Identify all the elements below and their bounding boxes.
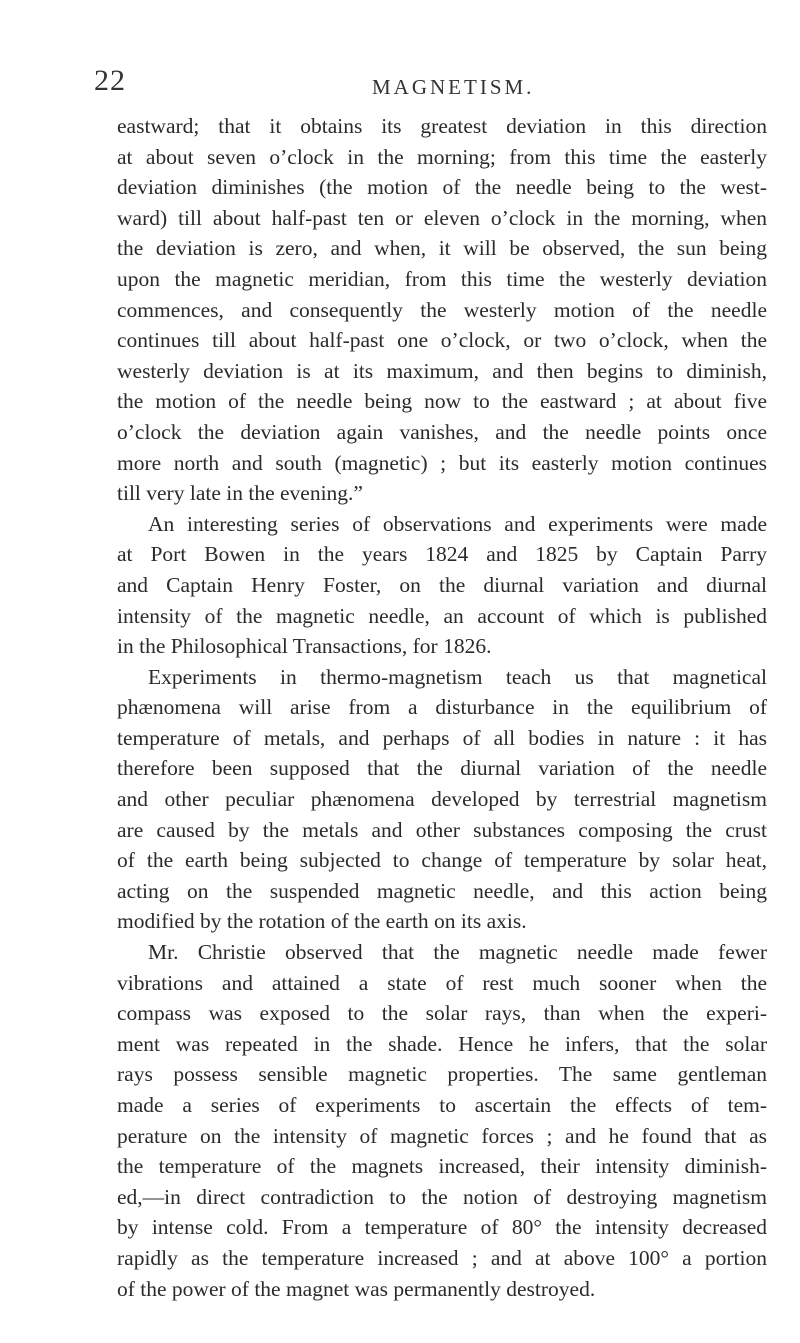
text-line: rays possess sensible magnetic properties. The same gentleman — [117, 1062, 767, 1087]
text-line: at Port Bowen in the years 1824 and 1825 by Captain Parry — [117, 542, 767, 567]
text-line: ment was repeated in the shade. Hence he infers, that the solar — [117, 1031, 767, 1056]
text-line: ed,—in direct contradiction to the notion of destroying magnetism — [117, 1184, 767, 1209]
text-line: till very late in the evening.” — [117, 481, 363, 506]
paragraph — [117, 937, 767, 1304]
text-line: phænomena will arise from a disturbance in the equilibrium of — [117, 695, 767, 720]
text-line: perature on the intensity of magnetic forces ; and he found that as — [117, 1123, 767, 1148]
text-line: modified by the rotation of the earth on its axis. — [117, 909, 527, 934]
text-line: An interesting series of observations and experiments were made — [148, 511, 767, 536]
text-line: by intense cold. From a temperature of 80° the intensity decreased — [117, 1215, 767, 1240]
text-line: the motion of the needle being now to the eastward ; at about five — [117, 389, 767, 414]
page-number: 22 — [94, 64, 126, 97]
running-title: MAGNETISM. — [372, 75, 535, 99]
text-line: deviation diminishes (the motion of the needle being to the west- — [117, 175, 767, 200]
paragraph — [117, 509, 767, 662]
text-line: Experiments in thermo-magnetism teach us that magnetical — [148, 664, 767, 689]
text-line: intensity of the magnetic needle, an account of which is published — [117, 603, 767, 628]
text-line: made a series of experiments to ascertain the effects of tem- — [117, 1093, 767, 1117]
text-line: the temperature of the magnets increased, their intensity diminish- — [117, 1154, 767, 1179]
text-line: continues till about half-past one o’clock, or two o’clock, when the — [117, 328, 767, 353]
text-line: eastward; that it obtains its greatest deviation in this direction — [117, 114, 767, 138]
text-line: more north and south (magnetic) ; but its easterly motion continues — [117, 450, 767, 475]
text-line: compass was exposed to the solar rays, than when the experi- — [117, 1001, 767, 1026]
text-line: rapidly as the temperature increased ; and at above 100° a portion — [117, 1245, 767, 1270]
text-line: and Captain Henry Foster, on the diurnal variation and diurnal — [117, 572, 767, 597]
text-line: of the power of the magnet was permanently destroyed. — [117, 1276, 596, 1301]
text-line: vibrations and attained a state of rest much sooner when the — [117, 970, 767, 995]
text-line: commences, and consequently the westerly motion of the needle — [117, 297, 767, 322]
body-text — [117, 111, 767, 1304]
text-line: upon the magnetic meridian, from this time the westerly deviation — [117, 266, 767, 291]
text-line: in the Philosophical Transactions, for 1826. — [117, 634, 492, 659]
text-line: at about seven o’clock in the morning; from this time the easterly — [117, 144, 767, 169]
text-line: therefore been supposed that the diurnal variation of the needle — [117, 756, 767, 781]
paragraph — [117, 662, 767, 937]
text-line: acting on the suspended magnetic needle, and this action being — [117, 878, 767, 903]
paragraph — [117, 111, 767, 509]
text-line: the deviation is zero, and when, it will be observed, the sun being — [117, 236, 767, 261]
text-line: Mr. Christie observed that the magnetic needle made fewer — [148, 940, 767, 965]
text-line: temperature of metals, and perhaps of all bodies in nature : it has — [117, 725, 767, 750]
text-line: and other peculiar phænomena developed by terrestrial magnetism — [117, 787, 767, 812]
text-line: o’clock the deviation again vanishes, and the needle points once — [117, 419, 767, 444]
text-line: of the earth being subjected to change of temperature by solar heat, — [117, 848, 767, 873]
text-line: ward) till about half-past ten or eleven o’clock in the morning, when — [117, 205, 767, 230]
text-line: are caused by the metals and other substances composing the crust — [117, 817, 767, 842]
text-line: westerly deviation is at its maximum, and then begins to diminish, — [117, 358, 767, 383]
